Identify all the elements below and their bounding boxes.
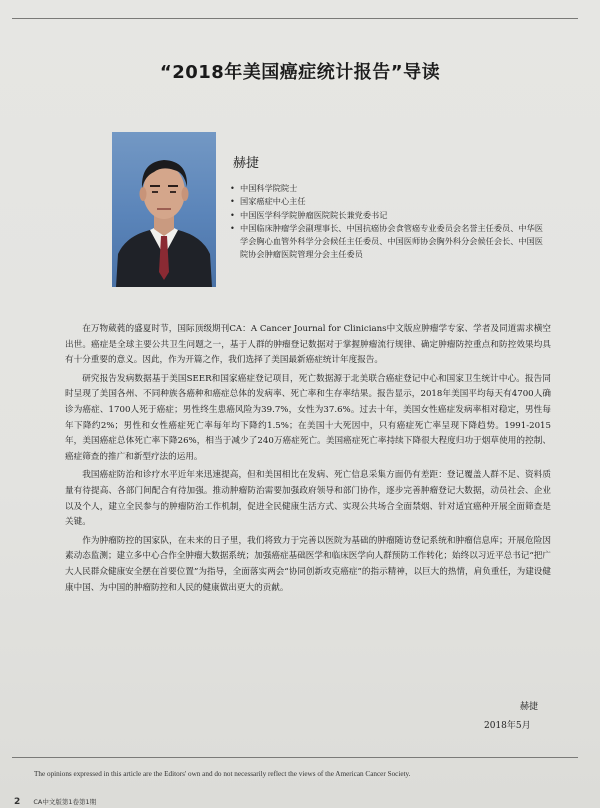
bullet-icon: • xyxy=(230,183,235,193)
author-name: 赫捷 xyxy=(233,156,260,171)
disclaimer-text: The opinions expressed in this article are the Editors' own and do not necessarily reflect the views of the American Cancer Society. xyxy=(34,770,411,778)
bottom-rule xyxy=(12,757,578,758)
author-credentials xyxy=(230,182,550,262)
body-paragraph: 作为肿瘤防控的国家队，在未来的日子里，我们将致力于完善以医院为基础的肿瘤随访登记系统和肿瘤信息库；开展危险因素动态监测；建立多中心合作全肿瘤大数据系统；加强癌症基础医学和临床医学向人群预防工作转化；始终以习近平总书记“把广大人民群众健康安全摆在首要位置”为指导，全面落实两会“协同创新攻克癌症”的指示精神，以巨大的热情，肩负重任，为建设健康中国、为中国的肿瘤防控和人民的健康做出更大的贡献。 xyxy=(65,535,551,593)
article-body xyxy=(65,322,551,599)
page-number: 2 xyxy=(14,797,21,807)
credential-item: • 国家癌症中心主任 xyxy=(230,195,550,208)
bullet-icon: • xyxy=(230,209,235,220)
body-paragraph: 在万物葳蕤的盛夏时节，国际顶级期刊CA：A Cancer Journal for Clinicians中文版应肿瘤学专家、学者及同道需求横空出世。癌症是全球主要公共卫生问题之一，基于人群的肿瘤登记数据对于掌握肿瘤流行规律、确定肿瘤防控重点和防控效果均具有十分重要的意义。因此，作为开篇之作，我们选择了美国最新癌症统计年度报告。 xyxy=(65,324,551,366)
author-photo xyxy=(112,132,216,287)
signature-name: 赫捷 xyxy=(520,702,539,712)
bullet-icon: • xyxy=(230,196,235,207)
credential-item: • 中国科学院院士 xyxy=(230,182,550,195)
page-footer xyxy=(14,789,96,808)
signature-date: 2018年5月 xyxy=(484,721,531,731)
portrait-photo-icon xyxy=(112,132,216,287)
credential-item: • 中国临床肿瘤学会副理事长、中国抗癌协会食管癌专业委员会名誉主任委员、中华医学会胸心血管外科学分会候任主任委员、中国医师协会胸外科分会候任会长、中国医院协会肿瘤医院管理分会主任委员 xyxy=(230,222,543,260)
credential-item: • 中国医学科学院肿瘤医院院长兼党委书记 xyxy=(230,209,550,222)
body-paragraph: 研究报告发病数据基于美国SEER和国家癌症登记项目，死亡数据源于北美联合癌症登记中心和国家卫生统计中心。报告同时呈现了美国各州、不同种族各癌种和癌症总体的发病率、死亡率和生存率结果。报告显示，2018年美国平均每天有4700人确诊为癌症、1700人死于癌症；男性终生患癌风险为39.7%，女性为37.6%。过去十年，美国女性癌症发病率相对稳定，男性每年下降约2%；男性和女性癌症死亡率每年均下降约1.5%；在美国十大死因中，只有癌症死亡率呈现下降趋势。1991-2015年，美国癌症总体死亡率下降26%，相当于减少了240万癌症死亡。美国癌症死亡率持续下降很大程度归功于烟草使用的控制、癌症筛查的推广和新型疗法的运用。 xyxy=(65,373,551,462)
journal-issue: CA中文版第1卷第1期 xyxy=(33,798,97,806)
body-paragraph: 我国癌症防治和诊疗水平近年来迅速提高，但和美国相比在发病、死亡信息采集方面仍有差距：登记覆盖人群不足、资料质量有待提高、各部门间配合有待加强。推动肿瘤防治需要加强政府领导和部门协作，逐步完善肿瘤登记大数据，动员社会、企业以及个人，建立全民参与的肿瘤防治工作机制，促进全民健康生活方式、实现公共场合全面禁烟、针对适宜癌种开展全面筛查是关键。 xyxy=(65,470,551,528)
top-rule xyxy=(12,18,578,19)
article-title: “2018年美国癌症统计报告”导读 xyxy=(159,62,441,83)
bullet-icon: • xyxy=(230,222,235,233)
